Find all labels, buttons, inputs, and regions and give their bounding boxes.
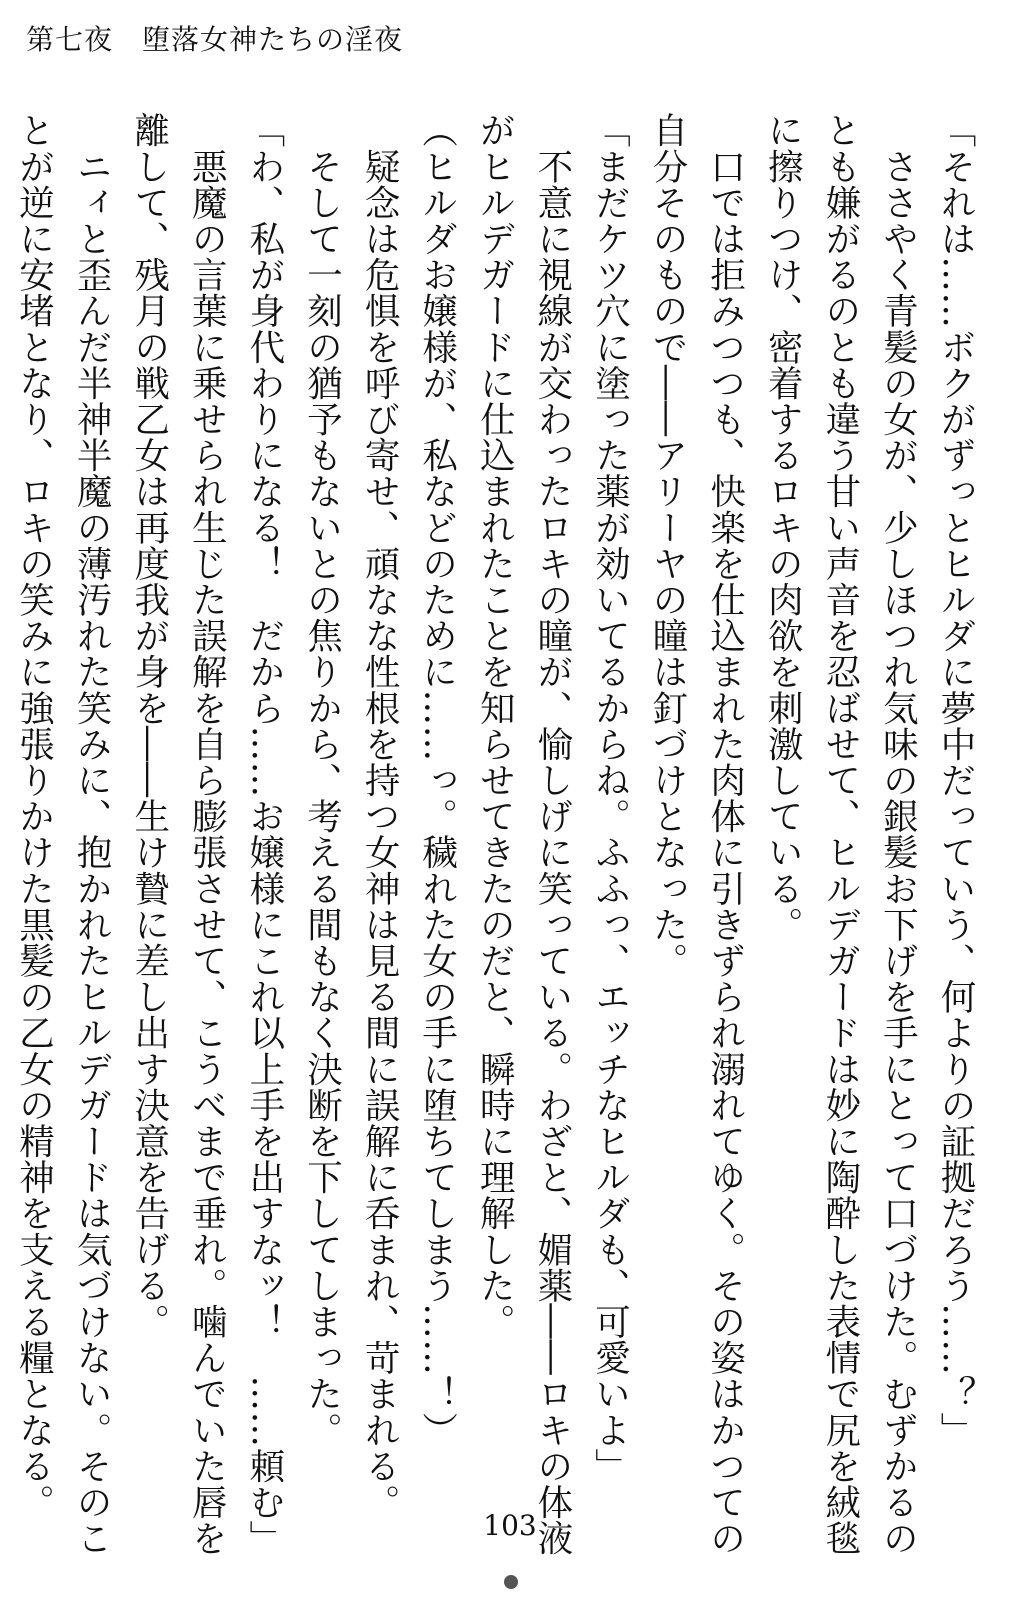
text-line: そして一刻の猶予もないとの焦りから、考える間もなく決断を下してしまった。 [301, 112, 343, 1448]
text-line: ニィと歪んだ半神半魔の薄汚れた笑みに、抱かれたヒルデガードは気づけない。そのこ [71, 112, 113, 1556]
running-header: 第七夜 堕落女神たちの淫夜 [26, 23, 404, 56]
page-number: 103 [483, 1509, 537, 1542]
text-line: 口では拒みつつも、快楽を仕込まれた肉体に引きずられ溺れてゆく。その姿はかつての [704, 112, 746, 1556]
text-line: がヒルデガードに仕込まれたことを知らせてきたのだと、瞬時に理解した。 [474, 112, 516, 1340]
text-line: 離して、残月の戦乙女は再度我が身を――生け贄に差し出す決意を告げる。 [128, 112, 170, 1340]
body-text [0, 112, 984, 1556]
text-line: 自分そのもので――アリーヤの瞳は釘づけとなった。 [647, 112, 689, 979]
text-line: 疑念は危惧を呼び寄せ、頑なな性根を持つ女神は見る間に誤解に呑まれ、苛まれる。 [359, 112, 401, 1520]
text-line: 不意に視線が交わったロキの瞳が、愉しげに笑っている。わざと、媚薬――ロキの体液 [531, 112, 573, 1556]
text-line: 「それは……ボクがずっとヒルダに夢中だっていう、何よりの証拠だろう……？」 [935, 112, 976, 1448]
text-line: （ヒルダお嬢様が、私などのために……っ。穢れた女の手に堕ちてしまう……！） [416, 112, 458, 1448]
text-line: に擦りつけ、密着するロキの肉欲を刺激している。 [762, 112, 804, 943]
text-line: ささやく青髪の女が、少しほつれ気味の銀髪お下げを手にとって口づけた。むずかるの [877, 112, 919, 1556]
text-line: 悪魔の言葉に乗せられ生じた誤解を自ら膨張させて、こうべまで垂れ。噛んでいた唇を [186, 112, 228, 1556]
text-line: 「まだケツ穴に塗った薬が効いてるからね。ふふっ、エッチなヒルダも、可愛いよ」 [589, 112, 631, 1484]
text-line: とも嫌がるのとも違う甘い声音を忍ばせて、ヒルデガードは妙に陶酔した表情で尻を絨毯 [819, 112, 861, 1556]
text-line: とが逆に安堵となり、ロキの笑みに強張りかけた黒髪の乙女の精神を支える糧となる。 [13, 112, 55, 1520]
page-marker-dot [504, 1575, 518, 1589]
text-line: 「わ、私が身代わりになる！ だから……お嬢様にこれ以上手を出すなッ！ ……頼む」 [243, 112, 285, 1556]
